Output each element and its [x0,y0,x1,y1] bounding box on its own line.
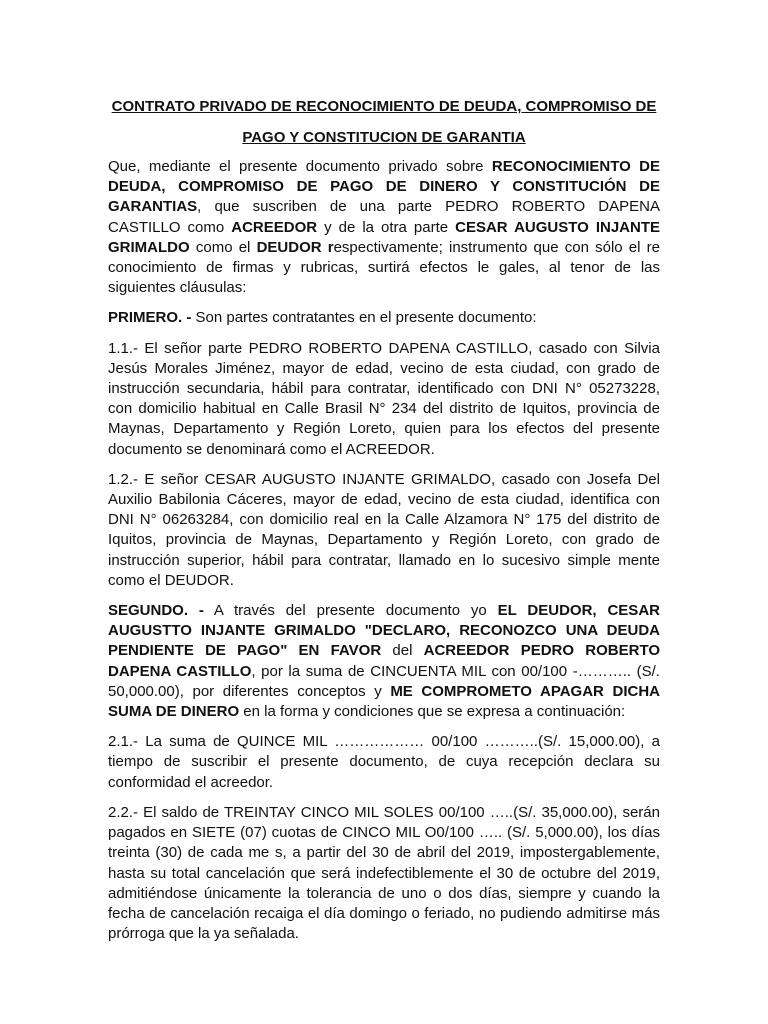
clause-primero [108,308,660,328]
intro-bold-acreedor: ACREEDOR [231,218,318,236]
clause-primero-label: PRIMERO. - [108,309,192,327]
intro-paragraph [108,157,660,298]
intro-text-1: Que, mediante el presente documento privado sobre [108,158,492,175]
intro-bold-deudor: DEUDOR r [256,238,334,256]
intro-text-2: , que suscriben de una parte PEDRO ROBERTO DAPENA CASTILLO como [108,198,660,236]
clause-segundo-label: SEGUNDO. - [108,602,204,620]
segundo-text-3: , por la suma de CINCUENTA MIL con 00/100 -……….. (S/. 50,000.00), por diferentes conceptos y [108,662,660,700]
clause-segundo [108,601,660,722]
clause-primero-text: Son partes contratantes en el presente documento: [191,309,537,327]
title-line-1: CONTRATO PRIVADO DE RECONOCIMIENTO DE DEUDA, COMPROMISO DE [111,98,657,115]
intro-bold-subject: RECONOCIMIENTO DE DEUDA, COMPROMISO DE PAGO DE DINERO Y CONSTITUCIÓN DE GARANTIAS [108,158,660,216]
document-title [108,92,660,153]
intro-text-3: y de la otra parte [317,218,456,236]
intro-text-4: como el [189,238,257,256]
segundo-text-1: A través del presente documento yo [203,602,498,620]
segundo-bold-commitment: ME COMPROMETO APAGAR DICHA SUMA DE DINERO [108,682,660,721]
clause-2-2: 2.2.- El saldo de TREINTAY CINCO MIL SOLES 00/100 …..(S/. 35,000.00), serán pagados en SIETE (07) cuotas de CINCO MIL O0/100 ….. (S/. 5,000.00), los días treinta (30) de cada me s, a partir del 30 de abril del 2019, impostergablemente, hasta su total cancelación que será indefectiblemente el 30 de octubre del 2019, admitiéndose únicamente la tolerancia de uno o dos días, siempre y cuando la fecha de cancelación recaiga el día domingo o feriado, no pudiendo admitirse más prórroga que la ya señalada. [108,803,660,943]
segundo-bold-declaration: EL DEUDOR, CESAR AUGUSTTO INJANTE GRIMALDO "DECLARO, RECONOZCO UNA DEUDA PENDIENTE DE PAGO" EN FAVOR [108,602,660,660]
clause-2-1: 2.1.- La suma de QUINCE MIL ……………… 00/100 ………..(S/. 15,000.00), a tiempo de suscribir el presente documento, de cuya recepción declara su conformidad el acreedor. [108,733,660,791]
segundo-text-4: en la forma y condiciones que se expresa a continuación: [239,703,626,721]
segundo-text-2: del [381,642,424,660]
title-line-2: PAGO Y CONSTITUCION DE GARANTIA [242,129,526,146]
clause-1-1: 1.1.- El señor parte PEDRO ROBERTO DAPENA CASTILLO, casado con Silvia Jesús Morales Jiménez, mayor de edad, vecino de esta ciudad, con grado de instrucción secundaria, hábil para contratar, identificado con DNI N° 05273228, con domicilio habitual en Calle Brasil N° 234 del distrito de Iquitos, provincia de Maynas, Departamento y Región Loreto, quien para los efectos del presente documento se denominará como el ACREEDOR. [108,339,660,458]
intro-text-5: espectivamente; instrumento que con sólo el re conocimiento de firmas y rubricas, surtirá efectos le gales, al tenor de las siguientes cláusulas: [108,238,661,297]
intro-bold-debtor-name: CESAR AUGUSTO INJANTE GRIMALDO [108,218,660,256]
clause-1-2: 1.2.- E señor CESAR AUGUSTO INJANTE GRIMALDO, casado con Josefa Del Auxilio Babilonia Cáceres, mayor de edad, vecino de esta ciudad, identifica con DNI N° 06263284, con domicilio real en la Calle Alzamora N° 175 del distrito de Iquitos, provincia de Maynas, Departamento y Región Loreto, con grado de instrucción superior, hábil para contratar, llamado en lo sucesivo simple mente como el DEUDOR. [108,470,660,589]
segundo-bold-creditor: ACREEDOR PEDRO ROBERTO DAPENA CASTILLO [108,642,661,680]
